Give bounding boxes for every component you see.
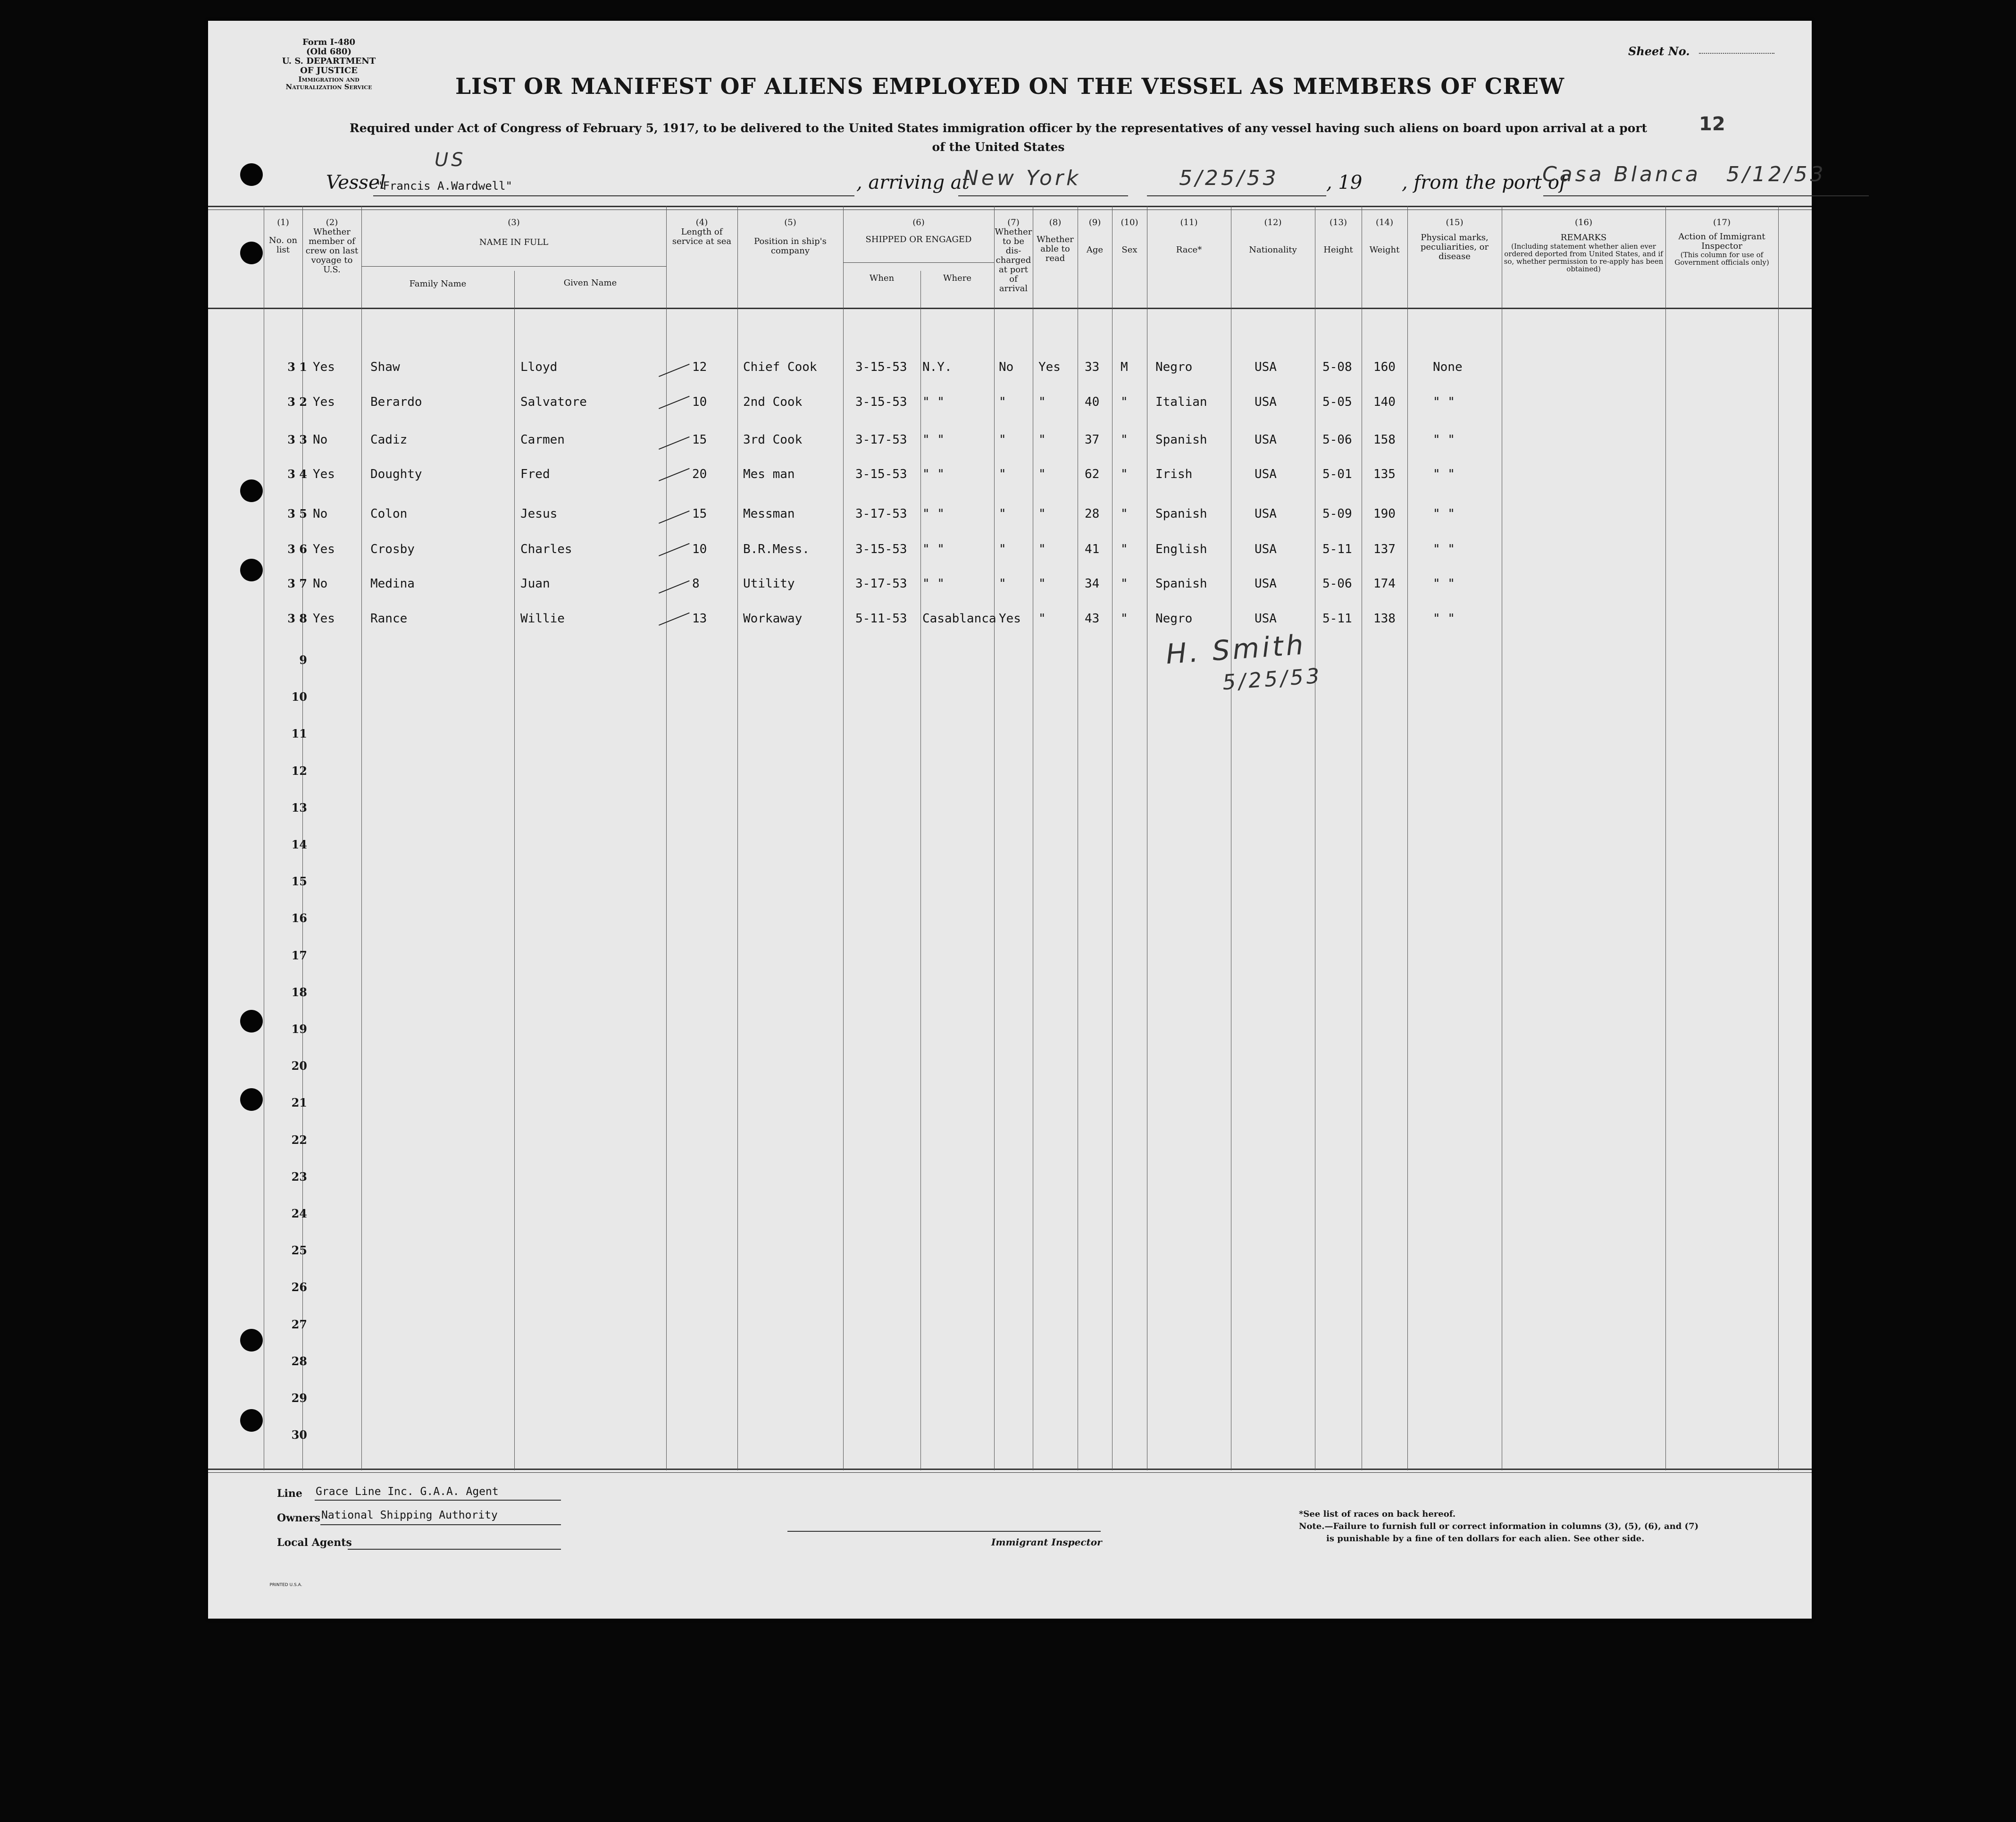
form-number: Form I-480 xyxy=(302,37,356,47)
row-shipped-when: 3-17-53 xyxy=(855,433,907,447)
col-header-9: (9) Age xyxy=(1086,218,1104,255)
row-sex: " xyxy=(1121,612,1128,626)
table-top-rule xyxy=(208,206,1812,207)
row-physical-marks: " " xyxy=(1433,577,1455,591)
row-height: 5-06 xyxy=(1322,577,1352,591)
races-note: *See list of races on back hereof. xyxy=(1299,1509,1456,1519)
row-able-to-read: " xyxy=(1038,467,1046,481)
row-number: 11 xyxy=(291,727,307,740)
row-number: 27 xyxy=(291,1318,307,1331)
departure-underline xyxy=(1543,195,1869,196)
local-agents-underline xyxy=(348,1549,561,1550)
row-prev-voyage: Yes xyxy=(313,395,335,409)
row-number: 3 4 xyxy=(287,467,307,481)
row-number: 3 2 xyxy=(287,395,307,409)
row-weight: 160 xyxy=(1373,360,1396,374)
row-number: 3 3 xyxy=(287,433,307,446)
row-given-name: Salvatore xyxy=(520,395,587,409)
col-sep xyxy=(361,206,362,1470)
row-position: B.R.Mess. xyxy=(743,542,810,556)
col-header-when: When xyxy=(869,273,895,283)
row-number: 30 xyxy=(291,1428,307,1442)
row-number: 10 xyxy=(291,690,307,704)
col-header-2: (2) Whether member of crew on last voyage to U.S. xyxy=(305,218,359,275)
row-shipped-where: " " xyxy=(922,507,945,521)
row-age: 28 xyxy=(1085,507,1100,521)
binder-hole xyxy=(240,242,263,264)
check-mark xyxy=(659,543,690,556)
printer-mark: PRINTED U.S.A. xyxy=(269,1583,302,1587)
row-position: 2nd Cook xyxy=(743,395,803,409)
check-mark xyxy=(659,437,690,450)
col-header-14: (14) Weight xyxy=(1369,218,1400,255)
row-given-name: Lloyd xyxy=(520,360,558,374)
row-service-length: 10 xyxy=(692,542,707,556)
row-family-name: Rance xyxy=(370,612,408,626)
row-discharged: " xyxy=(999,395,1006,409)
row-given-name: Jesus xyxy=(520,507,558,521)
row-position: Mes man xyxy=(743,467,795,481)
row-nationality: USA xyxy=(1255,395,1277,409)
from-port-label: , from the port of xyxy=(1402,172,1566,193)
row-service-length: 15 xyxy=(692,507,707,521)
row-weight: 138 xyxy=(1373,612,1396,626)
form-subtitle xyxy=(302,119,1694,157)
row-number: 26 xyxy=(291,1280,307,1294)
subtitle-line2: of the United States xyxy=(932,140,1065,154)
row-physical-marks: " " xyxy=(1433,467,1455,481)
row-shipped-when: 3-15-53 xyxy=(855,395,907,409)
row-number: 24 xyxy=(291,1207,307,1220)
department-name: U. S. DEPARTMENT OF JUSTICE xyxy=(282,56,376,76)
col-header-10: (10) Sex xyxy=(1121,218,1138,255)
row-number: 23 xyxy=(291,1170,307,1184)
row-sex: " xyxy=(1121,395,1128,409)
row-prev-voyage: No xyxy=(313,577,328,591)
row-shipped-when: 3-15-53 xyxy=(855,467,907,481)
row-family-name: Crosby xyxy=(370,542,415,556)
table-bottom-rule-2 xyxy=(208,1472,1812,1473)
row-shipped-where: " " xyxy=(922,467,945,481)
col-sep xyxy=(843,206,844,1470)
name-subheader-rule xyxy=(361,266,666,267)
row-number: 22 xyxy=(291,1133,307,1147)
col-sep xyxy=(1665,206,1666,1470)
manifest-page xyxy=(208,21,1826,1619)
owners-label: Owners xyxy=(277,1512,321,1524)
row-nationality: USA xyxy=(1255,467,1277,481)
row-family-name: Shaw xyxy=(370,360,400,374)
row-race: Italian xyxy=(1155,395,1207,409)
row-number: 3 5 xyxy=(287,507,307,521)
row-discharged: " xyxy=(999,467,1006,481)
row-age: 41 xyxy=(1085,542,1100,556)
arriving-port: New York xyxy=(963,166,1081,190)
check-mark xyxy=(659,613,690,626)
sheet-number-label: Sheet No. xyxy=(1628,44,1690,58)
row-discharged: No xyxy=(999,360,1014,374)
arrival-date-underline xyxy=(1147,195,1326,196)
col-header-1: (1) No. on list xyxy=(268,218,298,255)
inspector-label: Immigrant Inspector xyxy=(991,1537,1102,1548)
row-nationality: USA xyxy=(1255,433,1277,447)
row-nationality: USA xyxy=(1255,577,1277,591)
row-weight: 158 xyxy=(1373,433,1396,447)
row-number: 16 xyxy=(291,911,307,925)
row-position: Workaway xyxy=(743,612,803,626)
row-age: 33 xyxy=(1085,360,1100,374)
col-sep xyxy=(737,206,738,1470)
row-shipped-when: 3-15-53 xyxy=(855,360,907,374)
row-given-name: Charles xyxy=(520,542,572,556)
row-prev-voyage: Yes xyxy=(313,612,335,626)
row-number: 17 xyxy=(291,949,307,962)
row-race: Spanish xyxy=(1155,507,1207,521)
row-given-name: Carmen xyxy=(520,433,565,447)
row-able-to-read: " xyxy=(1038,577,1046,591)
row-family-name: Berardo xyxy=(370,395,422,409)
table-bottom-rule xyxy=(208,1469,1812,1470)
arriving-underline xyxy=(958,195,1128,196)
row-prev-voyage: Yes xyxy=(313,360,335,374)
row-nationality: USA xyxy=(1255,542,1277,556)
col-header-given-name: Given Name xyxy=(563,278,617,288)
row-race: Irish xyxy=(1155,467,1193,481)
row-service-length: 8 xyxy=(692,577,700,591)
binder-hole xyxy=(240,1010,263,1033)
row-shipped-where: Casablanca xyxy=(922,612,996,626)
penalty-note-cont: is punishable by a fine of ten dollars for each alien. See other side. xyxy=(1326,1534,1645,1544)
row-given-name: Fred xyxy=(520,467,550,481)
row-prev-voyage: Yes xyxy=(313,542,335,556)
col-sep xyxy=(1407,206,1408,1470)
col-header-15: (15) Physical marks, peculiarities, or disease xyxy=(1420,218,1489,261)
row-number: 20 xyxy=(291,1059,307,1073)
binder-hole xyxy=(240,1409,263,1432)
vessel-name: "Francis A.Wardwell" xyxy=(376,179,512,193)
row-family-name: Cadiz xyxy=(370,433,408,447)
arriving-label: , arriving at xyxy=(856,172,970,193)
footer-notes xyxy=(1299,1508,1698,1545)
row-shipped-where: " " xyxy=(922,433,945,447)
vessel-prefix: US xyxy=(435,149,466,171)
row-height: 5-06 xyxy=(1322,433,1352,447)
row-height: 5-11 xyxy=(1322,612,1352,626)
row-family-name: Medina xyxy=(370,577,415,591)
row-shipped-when: 3-17-53 xyxy=(855,507,907,521)
row-age: 43 xyxy=(1085,612,1100,626)
shipped-subheader-rule xyxy=(843,262,994,263)
row-discharged: " xyxy=(999,507,1006,521)
col-header-7: (7) Whether to be dis-charged at port of arrival xyxy=(995,218,1032,294)
row-able-to-read: " xyxy=(1038,433,1046,447)
row-height: 5-11 xyxy=(1322,542,1352,556)
row-nationality: USA xyxy=(1255,507,1277,521)
col-sep xyxy=(666,206,667,1470)
row-position: Messman xyxy=(743,507,795,521)
row-height: 5-08 xyxy=(1322,360,1352,374)
row-number: 19 xyxy=(291,1022,307,1036)
check-mark xyxy=(659,580,690,594)
row-able-to-read: " xyxy=(1038,542,1046,556)
col-header-8: (8) Whether able to read xyxy=(1037,218,1074,263)
row-number: 3 6 xyxy=(287,542,307,556)
row-number: 9 xyxy=(299,653,307,667)
row-number: 28 xyxy=(291,1354,307,1368)
row-age: 40 xyxy=(1085,395,1100,409)
row-able-to-read: " xyxy=(1038,395,1046,409)
check-mark xyxy=(659,511,690,524)
col-header-12: (12) Nationality xyxy=(1249,218,1297,255)
row-age: 62 xyxy=(1085,467,1100,481)
row-number: 18 xyxy=(291,985,307,999)
check-mark xyxy=(659,364,690,377)
row-discharged: " xyxy=(999,542,1006,556)
row-prev-voyage: Yes xyxy=(313,467,335,481)
row-nationality: USA xyxy=(1255,612,1277,626)
row-weight: 174 xyxy=(1373,577,1396,591)
row-sex: " xyxy=(1121,542,1128,556)
row-given-name: Willie xyxy=(520,612,565,626)
row-physical-marks: " " xyxy=(1433,507,1455,521)
row-shipped-when: 3-15-53 xyxy=(855,542,907,556)
row-shipped-where: " " xyxy=(922,395,945,409)
col-sep xyxy=(920,271,921,1470)
binder-hole xyxy=(240,479,263,502)
row-physical-marks: " " xyxy=(1433,433,1455,447)
row-able-to-read: " xyxy=(1038,612,1046,626)
col-header-where: Where xyxy=(943,273,971,283)
row-position: Utility xyxy=(743,577,795,591)
row-number: 21 xyxy=(291,1096,307,1109)
row-weight: 190 xyxy=(1373,507,1396,521)
check-mark xyxy=(659,468,690,481)
row-given-name: Juan xyxy=(520,577,550,591)
form-title: LIST OR MANIFEST OF ALIENS EMPLOYED ON THE VESSEL AS MEMBERS OF CREW xyxy=(455,74,1565,100)
row-nationality: USA xyxy=(1255,360,1277,374)
departure-date: 5/12/53 xyxy=(1726,162,1826,186)
row-shipped-when: 3-17-53 xyxy=(855,577,907,591)
row-number: 3 1 xyxy=(287,360,307,374)
col-header-13: (13) Height xyxy=(1323,218,1353,255)
vessel-label: Vessel xyxy=(326,172,386,193)
row-number: 12 xyxy=(291,764,307,778)
col-header-6: (6) SHIPPED OR ENGAGED xyxy=(865,218,972,244)
inspector-signature-line xyxy=(787,1531,1101,1532)
row-able-to-read: Yes xyxy=(1038,360,1061,374)
row-sex: M xyxy=(1121,360,1128,374)
col-header-17: (17) Action of Immigrant Inspector (This column for use of Government officials only) xyxy=(1674,218,1769,267)
inspector-signature: H. Smith xyxy=(1164,628,1307,671)
line-underline xyxy=(315,1500,561,1501)
row-service-length: 13 xyxy=(692,612,707,626)
subtitle-line1: Required under Act of Congress of February 5, 1917, to be delivered to the United States immigration officer by the representatives of any vessel having such aliens on board upon arrival at a port xyxy=(349,121,1648,135)
page-number: 12 xyxy=(1699,113,1725,135)
row-sex: " xyxy=(1121,433,1128,447)
row-sex: " xyxy=(1121,507,1128,521)
row-race: Negro xyxy=(1155,612,1193,626)
check-mark xyxy=(659,396,690,409)
sheet-number-line xyxy=(1699,53,1774,54)
row-shipped-where: " " xyxy=(922,542,945,556)
row-prev-voyage: No xyxy=(313,433,328,447)
local-agents-label: Local Agents xyxy=(277,1537,352,1549)
row-service-length: 20 xyxy=(692,467,707,481)
line-label: Line xyxy=(277,1487,302,1500)
row-number: 13 xyxy=(291,801,307,814)
row-family-name: Doughty xyxy=(370,467,422,481)
row-family-name: Colon xyxy=(370,507,408,521)
row-sex: " xyxy=(1121,577,1128,591)
row-race: Negro xyxy=(1155,360,1193,374)
row-height: 5-05 xyxy=(1322,395,1352,409)
row-weight: 137 xyxy=(1373,542,1396,556)
row-position: 3rd Cook xyxy=(743,433,803,447)
col-header-11: (11) Race* xyxy=(1176,218,1202,255)
row-position: Chief Cook xyxy=(743,360,817,374)
service-name: Immigration and Naturalization Service xyxy=(285,75,372,91)
arrival-date: 5/25/53 xyxy=(1179,166,1279,190)
row-able-to-read: " xyxy=(1038,507,1046,521)
row-physical-marks: " " xyxy=(1433,542,1455,556)
row-discharged: Yes xyxy=(999,612,1021,626)
row-physical-marks: None xyxy=(1433,360,1463,374)
col-sep xyxy=(994,206,995,1470)
departure-port: Casa Blanca xyxy=(1542,162,1701,186)
row-height: 5-01 xyxy=(1322,467,1352,481)
row-physical-marks: " " xyxy=(1433,612,1455,626)
binder-hole xyxy=(240,163,263,186)
owners-underline xyxy=(320,1524,561,1525)
col-header-16: (16) REMARKS (Including statement whether alien ever ordered deported from United States, and if so, whether permission to re-apply has been obtained) xyxy=(1504,218,1664,273)
row-race: Spanish xyxy=(1155,577,1207,591)
row-prev-voyage: No xyxy=(313,507,328,521)
penalty-note: Note.—Failure to furnish full or correct information in columns (3), (5), (6), and (7) xyxy=(1299,1521,1699,1531)
binder-hole xyxy=(240,1088,263,1111)
row-sex: " xyxy=(1121,467,1128,481)
col-header-4: (4) Length of service at sea xyxy=(672,218,732,246)
row-race: English xyxy=(1155,542,1207,556)
row-shipped-when: 5-11-53 xyxy=(855,612,907,626)
row-service-length: 15 xyxy=(692,433,707,447)
row-height: 5-09 xyxy=(1322,507,1352,521)
col-sep xyxy=(1112,206,1113,1470)
row-service-length: 12 xyxy=(692,360,707,374)
row-physical-marks: " " xyxy=(1433,395,1455,409)
row-race: Spanish xyxy=(1155,433,1207,447)
row-age: 34 xyxy=(1085,577,1100,591)
row-shipped-where: N.Y. xyxy=(922,360,952,374)
row-weight: 135 xyxy=(1373,467,1396,481)
row-number: 3 7 xyxy=(287,577,307,590)
row-number: 15 xyxy=(291,874,307,888)
row-number: 14 xyxy=(291,838,307,851)
row-number: 29 xyxy=(291,1391,307,1405)
line-value: Grace Line Inc. G.A.A. Agent xyxy=(316,1486,499,1498)
row-discharged: " xyxy=(999,433,1006,447)
year-label: , 19 xyxy=(1326,172,1363,193)
col-sep xyxy=(514,271,515,1470)
vessel-underline xyxy=(373,195,854,196)
form-old-number: (Old 680) xyxy=(306,47,351,57)
row-age: 37 xyxy=(1085,433,1100,447)
col-header-family-name: Family Name xyxy=(409,279,467,289)
row-shipped-where: " " xyxy=(922,577,945,591)
owners-value: National Shipping Authority xyxy=(321,1509,498,1521)
row-service-length: 10 xyxy=(692,395,707,409)
binder-hole xyxy=(240,559,263,581)
col-header-3: (3) NAME IN FULL xyxy=(479,218,549,247)
row-weight: 140 xyxy=(1373,395,1396,409)
col-header-5: (5) Position in ship's company xyxy=(754,218,827,256)
col-sep xyxy=(1778,206,1779,1470)
header-bottom-rule xyxy=(208,308,1812,309)
binder-hole xyxy=(240,1329,263,1352)
inspector-signature-date: 5/25/53 xyxy=(1221,663,1323,695)
row-discharged: " xyxy=(999,577,1006,591)
row-number: 3 8 xyxy=(287,612,307,625)
row-number: 25 xyxy=(291,1243,307,1257)
